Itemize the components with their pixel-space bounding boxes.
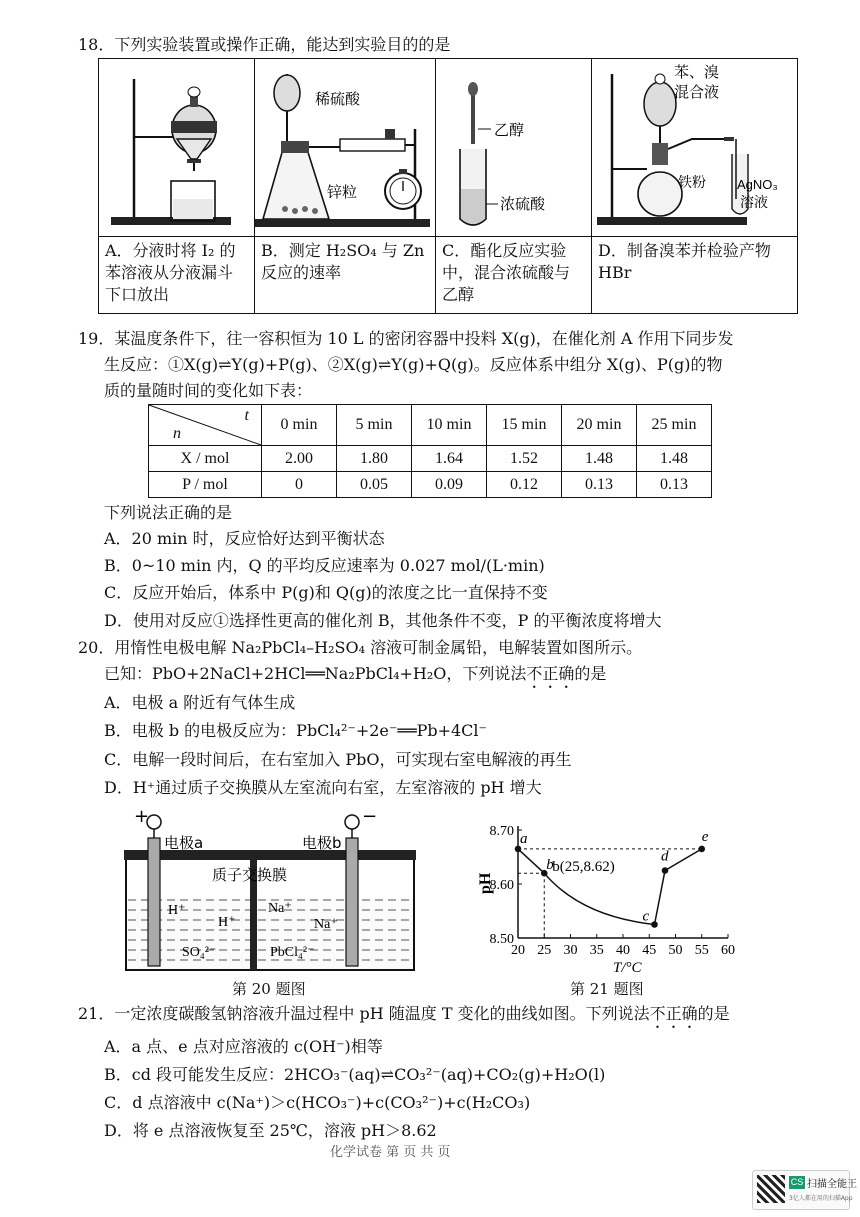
data-point-d	[662, 867, 669, 874]
positive-terminal: +	[134, 806, 150, 827]
table-cell: 2.00	[262, 446, 337, 472]
figure-21-caption: 第 21 题图	[570, 980, 644, 998]
q18-option-a: A．分液时将 I₂ 的苯溶液从分液漏斗下口放出	[99, 237, 255, 314]
qr-code-icon	[757, 1175, 785, 1203]
badge-title: 扫描全能王	[807, 1179, 857, 1190]
badge-subtitle: 3亿人都在用的扫描App	[789, 1195, 853, 1202]
q20-option-a: A．电极 a 附近有气体生成	[104, 693, 296, 712]
q20-option-d: D．H⁺通过质子交换膜从左室流向右室，左室溶液的 pH 增大	[104, 778, 542, 797]
table-cell: 1.48	[562, 446, 637, 472]
ion-na-plus: Na⁺	[268, 901, 292, 916]
ion-na-plus: Na⁺	[314, 917, 338, 932]
table-cell: 0	[262, 472, 337, 498]
table-corner-cell	[149, 405, 262, 446]
label-iron-powder: 铁粉	[678, 175, 706, 191]
x-tick-label: 40	[616, 943, 630, 958]
x-tick-label: 45	[642, 943, 657, 958]
q18-stem: 18．下列实验装置或操作正确，能达到实验目的的是	[78, 35, 451, 54]
table-header: 25 min	[637, 405, 712, 446]
q20-stem-2-post: 的是	[574, 664, 607, 683]
test-tube-mixing-diagram	[436, 59, 591, 232]
table-header: 20 min	[562, 405, 637, 446]
q18-figure-a	[99, 59, 255, 237]
x-tick-label: 50	[668, 943, 683, 958]
segment-cd	[655, 871, 666, 925]
table-cell: 1.48	[637, 446, 712, 472]
ion-tetrachloroplumbate: PbCl₄²⁻	[270, 945, 315, 960]
q19-stem-2: 生反应：①X(g)⇌Y(g)+P(g)、②X(g)⇌Y(g)+Q(g)。反应体系中组分 X(g)、P(g)的物	[104, 355, 723, 374]
table-cell: 1.52	[487, 446, 562, 472]
figure-20-caption: 第 20 题图	[232, 980, 306, 998]
point-label-e: e	[701, 828, 709, 845]
scanner-watermark-badge	[752, 1170, 857, 1210]
label-silver-nitrate: AgNO₃	[737, 177, 778, 192]
q19-stem-1: 19．某温度条件下，往一容积恒为 10 L 的密闭容器中投料 X(g)，在催化剂 A 作用下同步发	[78, 329, 734, 348]
negative-terminal: −	[362, 806, 378, 827]
chart-series	[515, 829, 709, 938]
x-tick-label: 20	[511, 943, 525, 958]
y-tick-label: 8.50	[489, 932, 514, 947]
table-header: 15 min	[487, 405, 562, 446]
table-cell: 0.12	[487, 472, 562, 498]
cs-logo-icon: CS	[790, 1177, 804, 1187]
bromobenzene-apparatus	[592, 59, 797, 232]
point-label-b: b	[546, 857, 554, 874]
q18-option-c: C．酯化反应实验中，混合浓硫酸与乙醇	[436, 237, 592, 314]
label-conc-sulfuric-acid: 浓硫酸	[500, 195, 546, 213]
q20-stem-1: 20．用惰性电极电解 Na₂PbCl₄–H₂SO₄ 溶液可制金属铅，电解装置如图所示。	[78, 638, 643, 657]
x-tick-label: 25	[537, 943, 552, 958]
chart-annotation-b: b(25,8.62)	[552, 859, 615, 876]
q18-option-b: B．测定 H₂SO₄ 与 Zn 反应的速率	[255, 237, 436, 314]
table-cell: 1.80	[337, 446, 412, 472]
label-electrode-b: 电极b	[302, 834, 342, 852]
q18-option-d: D．制备溴苯并检验产物 HBr	[592, 237, 798, 314]
q19-option-d: D．使用对反应①选择性更高的催化剂 B，其他条件不变，P 的平衡浓度将增大	[104, 611, 662, 630]
table-cell: 0.09	[412, 472, 487, 498]
chart-x-label: T/°C	[613, 960, 642, 976]
corner-label-t: t	[244, 407, 249, 424]
ion-sulfate: SO₄²⁻	[182, 945, 217, 960]
q18-options-table	[98, 58, 798, 314]
q20-option-c: C．电解一段时间后，在右室加入 PbO，可实现右室电解液的再生	[104, 750, 572, 769]
q19-data-table	[148, 404, 712, 498]
table-cell: 0.13	[562, 472, 637, 498]
ph-temperature-chart	[470, 820, 750, 980]
q19-option-c: C．反应开始后，体系中 P(g)和 Q(g)的浓度之比一直保持不变	[104, 583, 548, 602]
ion-h-plus: H⁺	[218, 915, 236, 930]
ion-h-plus: H⁺	[168, 903, 186, 918]
q21-stem-post: 的是	[697, 1004, 730, 1023]
label-dilute-sulfuric-acid: 稀硫酸	[315, 90, 361, 108]
data-point-c	[651, 921, 658, 928]
q21-stem	[78, 1003, 730, 1032]
q20-emphasis: 不正确	[526, 664, 575, 683]
q18-figure-d	[592, 59, 798, 237]
table-row	[149, 446, 712, 472]
label-benzene-bromine: 苯、溴	[674, 63, 720, 81]
row-label: P / mol	[149, 472, 262, 498]
q21-stem-pre: 21．一定浓度碳酸氢钠溶液升温过程中 pH 随温度 T 变化的曲线如图。下列说法	[78, 1004, 650, 1023]
y-tick-label: 8.70	[489, 824, 514, 839]
corner-label-n: n	[173, 425, 181, 442]
data-point-e	[698, 846, 705, 853]
x-tick-label: 55	[694, 943, 709, 958]
table-row	[149, 472, 712, 498]
label-zinc-granules: 锌粒	[327, 183, 358, 201]
table-cell: 1.64	[412, 446, 487, 472]
chart-y-label: pH	[477, 872, 494, 894]
table-header: 5 min	[337, 405, 412, 446]
q19-option-a: A．20 min 时，反应恰好达到平衡状态	[104, 529, 385, 548]
q21-option-b: B．cd 段可能发生反应：2HCO₃⁻(aq)⇌CO₃²⁻(aq)+CO₂(g)+H₂O(l)	[104, 1065, 606, 1084]
x-tick-label: 30	[563, 943, 578, 958]
separatory-funnel-diagram	[99, 59, 254, 232]
point-label-d: d	[661, 848, 669, 865]
reaction-rate-apparatus	[255, 59, 435, 232]
electrolysis-cell-diagram	[120, 808, 420, 976]
x-tick-label: 60	[721, 943, 735, 958]
q20-stem-2-pre: 已知：PbO+2NaCl+2HCl══Na₂PbCl₄+H₂O，下列说法	[104, 664, 527, 683]
q20-stem-2	[104, 663, 606, 692]
q20-option-b: B．电极 b 的电极反应为：PbCl₄²⁻+2e⁻══Pb+4Cl⁻	[104, 721, 487, 740]
q19-prompt: 下列说法正确的是	[104, 503, 233, 522]
q19-option-b: B．0~10 min 内，Q 的平均反应速率为 0.027 mol/(L·min)	[104, 556, 545, 575]
table-cell: 0.05	[337, 472, 412, 498]
q21-option-c: C．d 点溶液中 c(Na⁺)＞c(HCO₃⁻)+c(CO₃²⁻)+c(H₂CO₃)	[104, 1093, 531, 1112]
point-label-c: c	[642, 908, 650, 925]
segment-de	[665, 849, 702, 871]
table-cell: 0.13	[637, 472, 712, 498]
q19-stem-3: 质的量随时间的变化如下表：	[104, 381, 313, 400]
y-tick-label: 8.60	[489, 878, 514, 893]
q21-emphasis: 不正确	[649, 1004, 698, 1023]
label-mixture: 混合液	[674, 83, 720, 101]
chart-axes	[518, 826, 728, 938]
label-electrode-a: 电极a	[164, 834, 204, 852]
x-tick-label: 35	[589, 943, 604, 958]
table-header: 0 min	[262, 405, 337, 446]
page-footer: 化学试卷 第 页 共 页	[330, 1145, 451, 1160]
table-header: 10 min	[412, 405, 487, 446]
label-ethanol: 乙醇	[494, 121, 525, 139]
label-proton-membrane: 质子交换膜	[212, 866, 288, 884]
point-label-a: a	[520, 830, 528, 847]
q21-option-d: D．将 e 点溶液恢复至 25℃，溶液 pH＞8.62	[104, 1121, 437, 1140]
label-solution: 溶液	[740, 195, 768, 211]
q18-figure-b	[255, 59, 436, 237]
row-label: X / mol	[149, 446, 262, 472]
q18-figure-c	[436, 59, 592, 237]
q21-option-a: A．a 点、e 点对应溶液的 c(OH⁻)相等	[104, 1037, 383, 1056]
